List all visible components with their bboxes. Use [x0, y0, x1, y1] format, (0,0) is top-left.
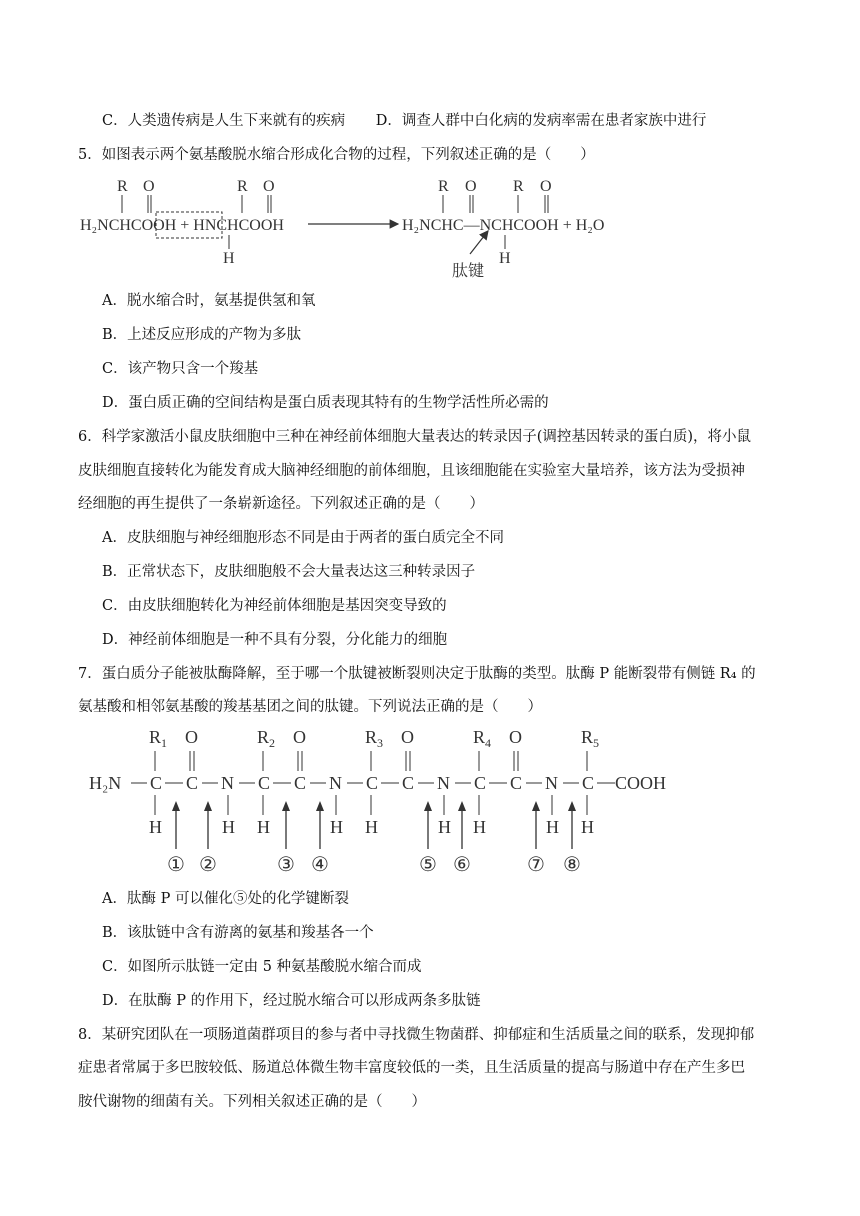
q7-r-label-3: $R_3$: [365, 727, 384, 750]
q7-option-d: D．在肽酶 P 的作用下，经过脱水缩合可以形成两条多肽链: [102, 993, 481, 1009]
q7-nitrogen-4: N: [545, 773, 558, 793]
q7-carbonyl-o-3: O: [401, 727, 414, 747]
q7-carbonyl-c-2: C: [294, 773, 307, 793]
q7-stem-line-1: 7．蛋白质分子能被肽酶降解，至于哪一个肽键被断裂则决定于肽酶的类型。肽酶 P 能断裂带有侧链 R₄ 的: [78, 666, 756, 682]
q4-option-c: C．人类遗传病是人生下来就有的疾病: [102, 113, 346, 129]
q7-option-a: A．肽酶 P 可以催化⑤处的化学键断裂: [102, 891, 349, 907]
q7-amide-h-4: H: [546, 817, 559, 837]
q7-r-label-5: $R_5$: [581, 727, 600, 750]
q7-marker-2: ②: [199, 854, 217, 875]
q6-option-d: D．神经前体细胞是一种不具有分裂，分化能力的细胞: [102, 632, 448, 648]
q7-marker-arrowhead-1: [172, 801, 180, 811]
q5-left-o2: O: [263, 178, 275, 195]
q7-marker-arrowhead-2: [204, 801, 212, 811]
q7-r-label-1: $R_1$: [149, 727, 168, 750]
q7-nitrogen-1: N: [221, 773, 234, 793]
q7-nitrogen-2: N: [329, 773, 342, 793]
q7-marker-3: ③: [277, 854, 295, 875]
q5-option-c: C．该产物只含一个羧基: [102, 361, 259, 377]
q7-alpha-h-3: H: [365, 817, 378, 837]
q8-stem-line-3: 胺代谢物的细菌有关。下列相关叙述正确的是（ ）: [78, 1094, 426, 1110]
q7-carbonyl-o-2: O: [293, 727, 306, 747]
q5-right-r2: R: [513, 178, 524, 195]
q5-option-b: B．上述反应形成的产物为多肽: [102, 327, 302, 343]
q7-amide-h-1: H: [222, 817, 235, 837]
q5-peptide-bond-label: 肽键: [452, 263, 485, 280]
q5-left-r1: R: [117, 178, 128, 195]
q7-alpha-h-1: H: [149, 817, 162, 837]
q5-right-o2: O: [540, 178, 552, 195]
q6-stem-line-2: 皮肤细胞直接转化为能发育成大脑神经细胞的前体细胞，且该细胞能在实验室大量培养，该方法为受损神: [78, 463, 745, 479]
q6-stem-line-1: 6．科学家激活小鼠皮肤细胞中三种在神经前体细胞大量表达的转录因子(调控基因转录的蛋白质)，将小鼠: [78, 429, 752, 445]
q5-option-a: A．脱水缩合时，氨基提供氢和氧: [102, 293, 316, 309]
q7-marker-4: ④: [311, 854, 329, 875]
q5-right-h: H: [499, 250, 511, 267]
q7-marker-8: ⑧: [563, 854, 581, 875]
q4-option-d: D．调查人群中白化病的发病率需在患者家族中进行: [375, 113, 707, 129]
q7-n-terminus: H₂N: [89, 773, 122, 793]
q7-alpha-h-5: H: [581, 817, 594, 837]
q5-right-o1: O: [465, 178, 477, 195]
q7-c-terminus: COOH: [615, 773, 667, 793]
q7-amide-h-3: H: [438, 817, 451, 837]
q5-left-o1: O: [143, 178, 155, 195]
q7-alpha-carbon-2: C: [258, 773, 271, 793]
q5-right-formula: H₂NCHC—NCHCOOH + H₂O: [402, 217, 605, 234]
q6-stem-line-3: 经细胞的再生提供了一条崭新途径。下列叙述正确的是（ ）: [78, 496, 484, 512]
q7-marker-arrowhead-6: [458, 801, 466, 811]
q5-left-formula: H₂NCHCOOH + HNCHCOOH: [80, 217, 284, 234]
q7-marker-6: ⑥: [453, 854, 471, 875]
q7-carbonyl-c-3: C: [402, 773, 415, 793]
q7-marker-arrowhead-7: [532, 801, 540, 811]
q5-option-d: D．蛋白质正确的空间结构是蛋白质表现其特有的生物学活性所必需的: [102, 395, 549, 411]
q7-option-b: B．该肽链中含有游离的氨基和羧基各一个: [102, 925, 374, 941]
q7-marker-arrowhead-4: [316, 801, 324, 811]
q5-stem: 5．如图表示两个氨基酸脱水缩合形成化合物的过程，下列叙述正确的是（ ）: [78, 147, 595, 163]
q7-nitrogen-3: N: [437, 773, 450, 793]
q8-stem-line-2: 症患者常属于多巴胺较低、肠道总体微生物丰富度较低的一类，且生活质量的提高与肠道中存在产生多巴: [78, 1060, 745, 1076]
q7-r-label-2: $R_2$: [257, 727, 276, 750]
q7-marker-5: ⑤: [419, 854, 437, 875]
q7-carbonyl-o-1: O: [185, 727, 198, 747]
q7-option-c: C．如图所示肽链一定由 5 种氨基酸脱水缩合而成: [102, 959, 422, 975]
q7-stem-line-2: 氨基酸和相邻氨基酸的羧基基团之间的肽键。下列说法正确的是（ ）: [78, 699, 542, 715]
q7-carbonyl-c-1: C: [186, 773, 199, 793]
q7-marker-arrowhead-3: [282, 801, 290, 811]
q7-marker-7: ⑦: [527, 854, 545, 875]
q7-alpha-carbon-3: C: [366, 773, 379, 793]
q7-marker-arrowhead-8: [568, 801, 576, 811]
q8-stem-line-1: 8．某研究团队在一项肠道菌群项目的参与者中寻找微生物菌群、抑郁症和生活质量之间的联系，发现抑郁: [78, 1027, 755, 1043]
q7-carbonyl-c-4: C: [510, 773, 523, 793]
q7-marker-arrowhead-5: [424, 801, 432, 811]
q5-peptide-bond-pointer: [470, 231, 488, 254]
q5-right-r1: R: [438, 178, 449, 195]
q4-options-cd: [102, 111, 706, 131]
q6-option-b: B．正常状态下，皮肤细胞般不会大量表达这三种转录因子: [102, 564, 476, 580]
q7-r-label-4: $R_4$: [473, 727, 492, 750]
q7-marker-1: ①: [167, 854, 185, 875]
q7-alpha-carbon-1: C: [150, 773, 163, 793]
q7-carbonyl-o-4: O: [509, 727, 522, 747]
q6-option-a: A．皮肤细胞与神经细胞形态不同是由于两者的蛋白质完全不同: [102, 530, 504, 546]
q7-alpha-h-2: H: [257, 817, 270, 837]
q6-option-c: C．由皮肤细胞转化为神经前体细胞是基因突变导致的: [102, 598, 447, 614]
q7-alpha-carbon-4: C: [474, 773, 487, 793]
q5-reaction-figure: [0, 172, 860, 282]
q5-left-h: H: [223, 250, 235, 267]
q5-left-r2: R: [237, 178, 248, 195]
q7-alpha-carbon-5: C: [582, 773, 595, 793]
q7-amide-h-2: H: [330, 817, 343, 837]
q7-peptide-figure: [0, 725, 860, 875]
q7-alpha-h-4: H: [473, 817, 486, 837]
